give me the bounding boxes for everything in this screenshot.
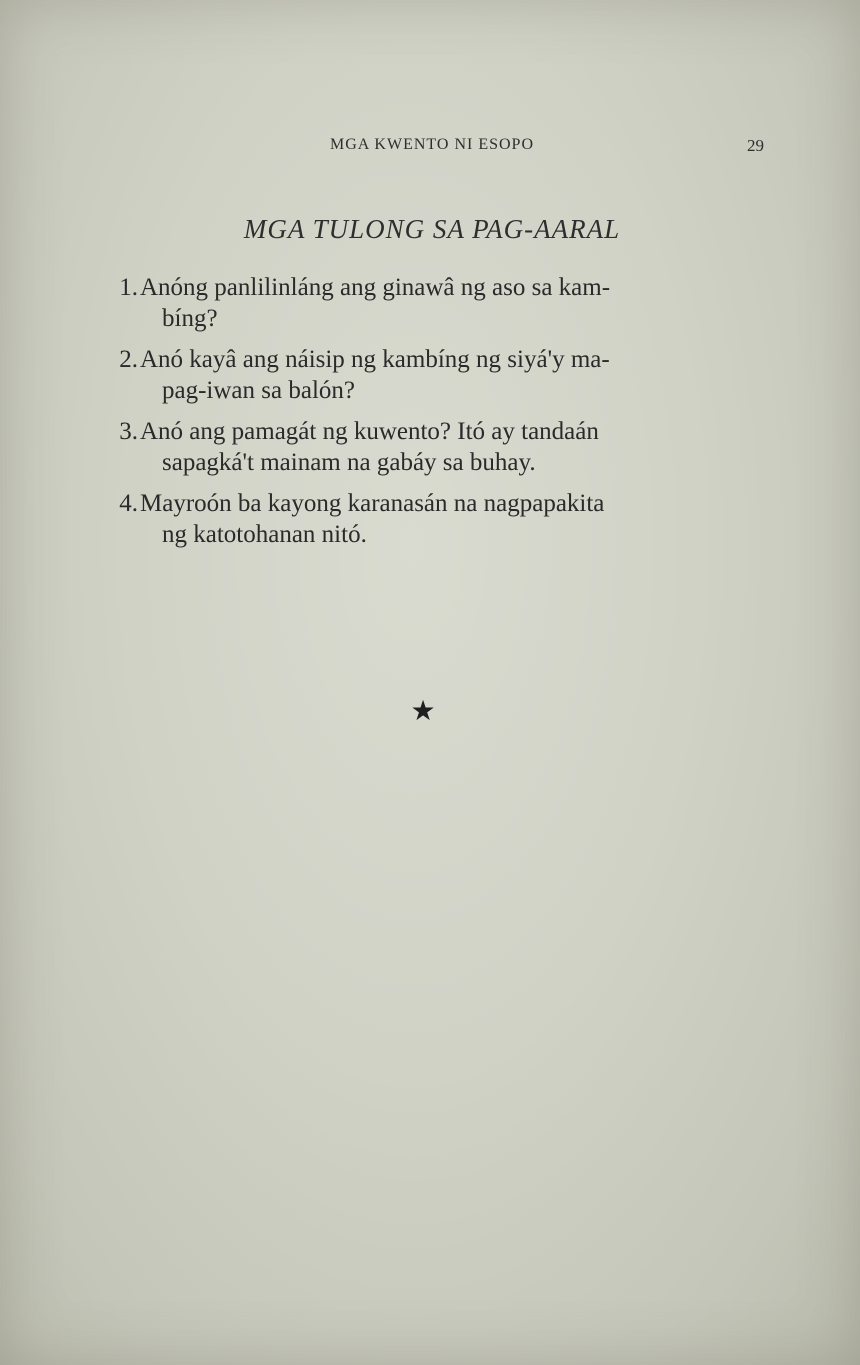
question-item: [102, 272, 762, 334]
star-icon: ★: [410, 694, 436, 727]
question-line: sapagká't mainam na gabáy sa buhay.: [162, 449, 536, 476]
question-number: 2.: [119, 346, 138, 373]
question-line: ng katotohanan nitó.: [162, 521, 367, 548]
question-item: [102, 488, 762, 550]
question-line: bíng?: [162, 305, 218, 332]
question-item: [102, 416, 762, 478]
running-title: MGA KWENTO NI ESOPO: [329, 136, 535, 153]
question-line: pag-iwan sa balón?: [162, 377, 355, 404]
section-title: MGA TULONG SA PAG-AARAL: [243, 214, 621, 244]
question-list: [102, 272, 762, 560]
question-number: 1.: [119, 274, 138, 301]
question-line: Anó kayâ ang náisip ng kambíng ng siyá'y ma-: [140, 346, 610, 373]
question-item: [102, 344, 762, 406]
page-number: 29: [747, 136, 764, 155]
question-number: 3.: [119, 418, 138, 445]
running-head: [100, 136, 764, 158]
question-line: Anó ang pamagát ng kuwento? Itó ay tandaán: [140, 418, 599, 445]
question-line: Anóng panlilinláng ang ginawâ ng aso sa kam-: [140, 274, 611, 301]
question-number: 4.: [119, 490, 138, 517]
question-line: Mayroón ba kayong karanasán na nagpapakita: [140, 490, 605, 517]
